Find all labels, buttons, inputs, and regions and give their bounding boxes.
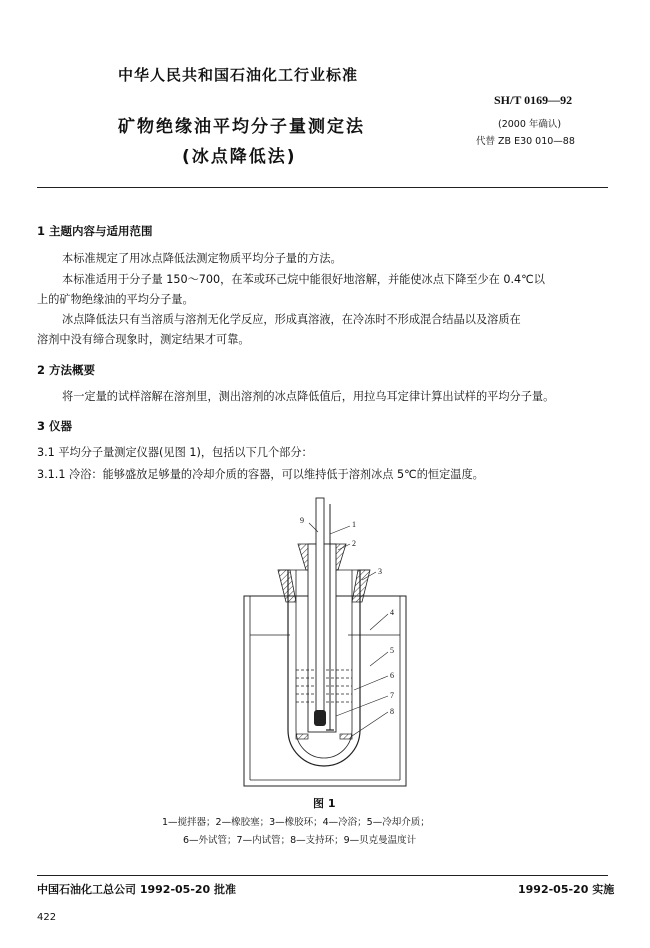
section-2-paragraph: 将一定量的试样溶解在溶剂里，测出溶剂的冰点降低值后，用拉乌耳定律计算出试样的平均分子量。 [62, 390, 555, 403]
section-3-heading: 3 仪器 [37, 419, 73, 433]
section-1-paragraph-3: 冰点降低法只有当溶质与溶剂无化学反应，形成真溶液，在冷冻时不形成混合结晶以及溶质在 [62, 313, 521, 326]
figure-label: 6 [390, 671, 394, 680]
footer-divider [37, 875, 608, 876]
implementation-date: 1992-05-20 实施 [518, 883, 615, 896]
figure-label: 7 [390, 691, 394, 700]
figure-label: 4 [390, 608, 394, 617]
industry-standard-label: 中华人民共和国石油化工行业标准 [118, 66, 359, 84]
rubber-ring [278, 570, 296, 602]
confirmation-note: (2000 年确认) [498, 119, 562, 130]
figure-title: 图 1 [313, 797, 336, 810]
figure-caption-line-2: 6—外试管；7—内试管；8—支持环；9—贝克曼温度计 [183, 835, 417, 846]
document-title: 矿物绝缘油平均分子量测定法 [118, 117, 365, 137]
section-2-heading: 2 方法概要 [37, 363, 96, 377]
page-number: 422 [37, 912, 57, 923]
header-divider [37, 187, 608, 188]
section-1-paragraph-2: 本标准适用于分子量 150～700，在苯或环己烷中能很好地溶解，并能使冰点下降至少在 0.4℃以 [62, 273, 545, 286]
section-1-paragraph-1: 本标准规定了用冰点降低法测定物质平均分子量的方法。 [62, 252, 342, 265]
section-1-paragraph-3-cont: 溶剂中没有缔合现象时，测定结果才可靠。 [37, 333, 250, 346]
apparatus-diagram [230, 490, 420, 790]
issuer-approval: 中国石油化工总公司 1992-05-20 批准 [37, 883, 237, 896]
section-3-1-1: 3.1.1 冷浴：能够盛放足够量的冷却介质的容器，可以维持低于溶剂冰点 5℃的恒定温度。 [37, 468, 484, 481]
section-1-paragraph-2-cont: 上的矿物绝缘油的平均分子量。 [37, 293, 194, 306]
thermometer-bulb [314, 710, 326, 726]
standard-code: SH/T 0169—92 [494, 93, 573, 107]
figure-label: 5 [390, 646, 394, 655]
support-ring [296, 734, 308, 739]
figure-label: 8 [390, 707, 394, 716]
figure-label: 2 [352, 539, 356, 548]
figure-caption-line-1: 1—搅拌器；2—橡胶塞；3—橡胶环；4—冷浴；5—冷却介质； [162, 817, 430, 828]
replaces-note: 代替 ZB E30 010—88 [476, 136, 575, 147]
figure-label: 9 [300, 516, 304, 525]
figure-label: 3 [378, 567, 382, 576]
section-1-heading: 1 主题内容与适用范围 [37, 224, 153, 238]
section-3-1: 3.1 平均分子量测定仪器(见图 1)，包括以下几个部分： [37, 446, 313, 459]
document-subtitle: (冰点降低法) [182, 147, 297, 167]
figure-label: 1 [352, 520, 356, 529]
